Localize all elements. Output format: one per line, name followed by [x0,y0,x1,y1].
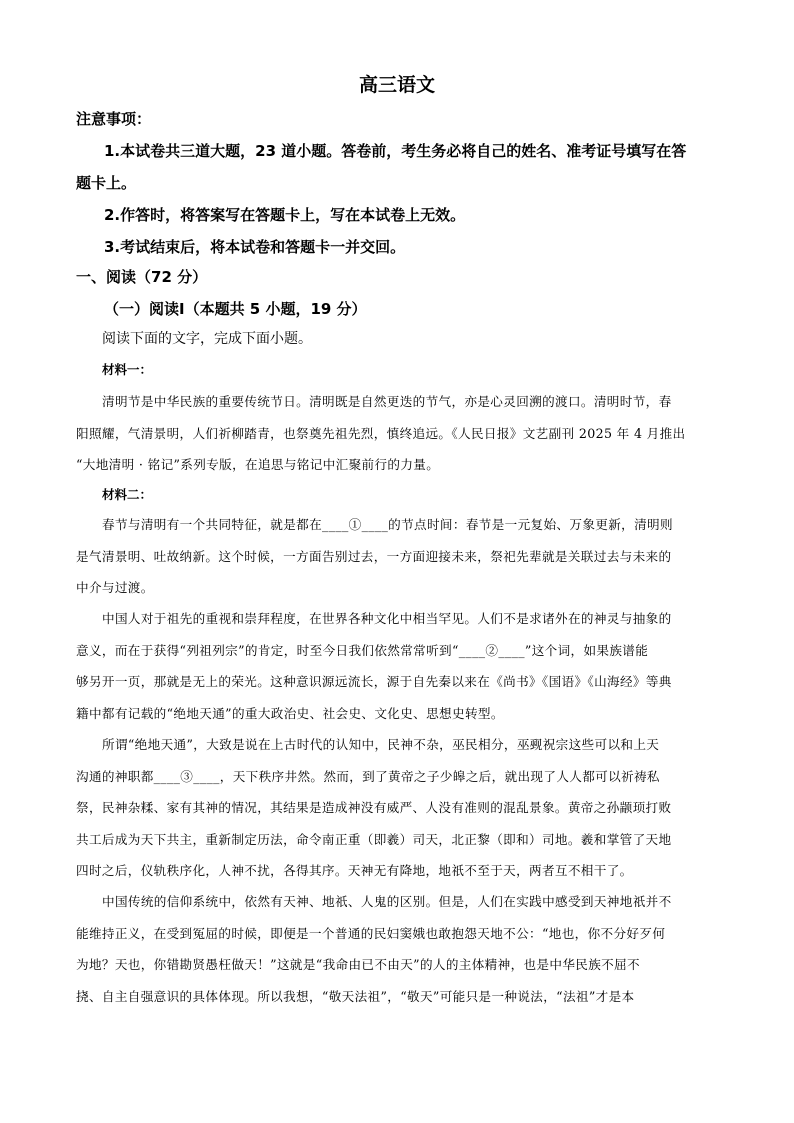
material-1-paragraph [76,386,718,481]
text-line: 挠、自主自强意识的具体体现。所以我想，“敬天法祖”，“敬天”可能只是一种说法，“法祖”才是本 [76,988,635,1004]
text-line: 够另开一页，那就是无上的荣光。这种意识源远流长，源于自先秦以来在《尚书》《国语》《山海经》等典 [76,674,672,689]
text-line: 所谓“绝地天通”，大致是说在上古时代的认知中，民神不杂，巫民相分，巫觋祝宗这些可以和上天 [102,737,660,752]
subsection-heading: （一）阅读Ⅰ（本题共 5 小题，19 分） [104,300,367,318]
material-2-paragraph-4 [76,886,718,1012]
material-1-label: 材料一： [102,362,153,377]
notice-item-1: 1.本试卷共三道大题，23 道小题。答卷前，考生务必将自己的姓名、准考证号填写在答 [104,142,687,160]
page-title: 高三语文 [358,74,435,96]
text-line: 春节与清明有一个共同特征，就是都在____①____的节点时间：春节是一元复始、万象更新，清明则 [102,517,673,532]
text-line: 中国人对于祖先的重视和崇拜程度，在世界各种文化中相当罕见。人们不是求诸外在的神灵与抽象的 [102,611,672,626]
text-line: 祭，民神杂糅、家有其神的情况，其结果是造成神没有威严、人没有准则的混乱景象。黄帝之孙颛顼打败 [76,800,672,815]
text-line: 沟通的神职都____③____，天下秩序井然。然而，到了黄帝之子少皞之后，就出现了人人都可以祈祷私 [76,768,660,784]
notice-item-2: 2.作答时，将答案写在答题卡上，写在本试卷上无效。 [104,206,466,224]
text-line: 为地？天也，你错勘贤愚枉做天！”这就是“我命由已不由天”的人的主体精神，也是中华民族不屈不 [76,957,641,972]
text-line: 共工后成为天下共主，重新制定历法，命令南正重（即羲）司天，北正黎（即和）司地。羲和掌管了天地 [76,831,672,847]
notice-heading: 注意事项： [76,110,152,128]
text-line: 中国传统的信仰系统中，依然有天神、地祇、人鬼的区别。但是，人们在实践中感受到天神地祇并不 [102,894,672,909]
text-line: 阳照耀，气清景明，人们祈柳踏青，也祭奠先祖先烈，慎终追远。《人民日报》文艺副刊 2025 年 4 月推出 [76,425,686,441]
text-line: 四时之后，仪轨秩序化，人神不扰，各得其序。天神无有降地，地祇不至于天，两者互不相干了。 [76,863,633,878]
text-line: 是气清景明、吐故纳新。这个时候，一方面告别过去，一方面迎接未来，祭祀先辈就是关联过去与未来的 [76,548,672,564]
text-line: 中介与过渡。 [76,580,154,595]
notice-item-3: 3.考试结束后，将本试卷和答题卡一并交回。 [104,238,406,256]
material-2-paragraph-3 [76,729,718,887]
section-heading: 一、阅读（72 分） [76,268,208,286]
text-line: 能维持正义，在受到冤屈的时候，即便是一个普通的民妇窦娥也敢抱怨天地不公：“地也，你不分好歹何 [76,925,666,941]
text-line: 意义，而在于获得“列祖列宗”的肯定，时至今日我们依然常常听到“____②____”这个词，如果族谱能 [76,642,649,658]
text-line: “大地清明 · 铭记”系列专版，在追思与铭记中汇聚前行的力量。 [76,457,440,472]
material-2-paragraph-1 [76,509,718,604]
notice-item-1-cont: 题卡上。 [76,174,137,192]
material-2-label: 材料二： [102,487,153,502]
material-2-paragraph-2 [76,603,718,729]
text-line: 清明节是中华民族的重要传统节日。清明既是自然更迭的节气，亦是心灵回溯的渡口。清明时节，春 [102,394,672,409]
reading-instruction: 阅读下面的文字，完成下面小题。 [102,331,312,347]
text-line: 籍中都有记载的“绝地天通”的重大政治史、社会史、文化史、思想史转型。 [76,705,504,721]
